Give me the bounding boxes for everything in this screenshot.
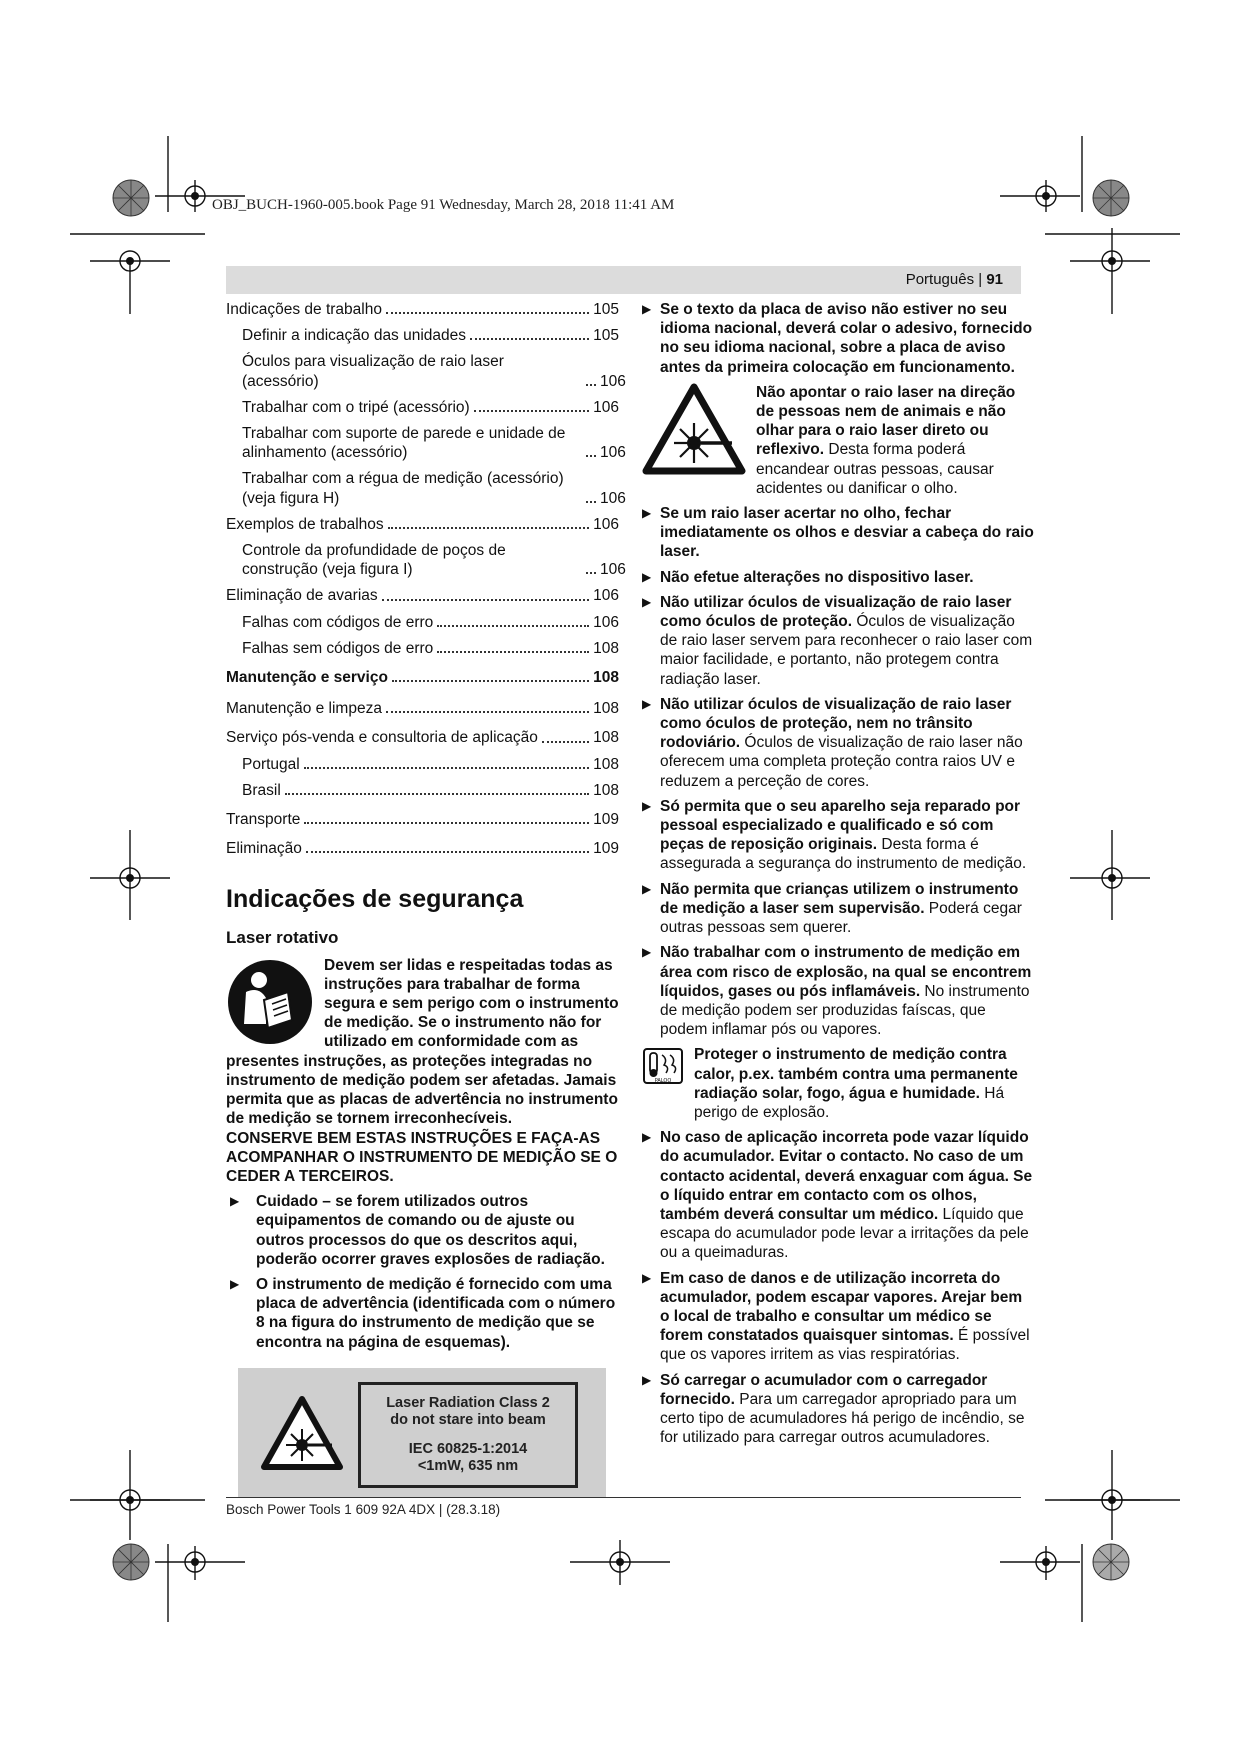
list-item <box>642 504 1034 562</box>
toc-page: 105 <box>593 327 619 345</box>
intro-paragraph <box>226 956 619 1186</box>
list-item <box>642 1371 1034 1448</box>
toc-page: 108 <box>593 755 619 773</box>
bullet-bold-text: Só permita que o seu aparelho seja reparado por pessoal especializado e qualificado e só com peças de reposição originais. <box>660 797 1021 854</box>
laser-class-label <box>358 1382 578 1488</box>
toc-label: Transporte <box>226 811 301 829</box>
bullet-bold-text: O instrumento de medição é fornecido com uma placa de advertência (identificada com o número 8 na figura do instrumento de medição que se encontra na página de esquemas). <box>256 1275 616 1351</box>
book-info-line: OBJ_BUCH-1960-005.book Page 91 Wednesday, March 28, 2018 11:41 AM <box>212 197 675 213</box>
toc-label: Falhas sem códigos de erro <box>242 639 434 657</box>
toc-dots <box>470 338 589 340</box>
toc-label: Trabalhar com o tripé (acessório) <box>242 398 470 416</box>
read-manual-icon <box>226 958 314 1046</box>
toc-dots <box>382 599 589 601</box>
toc-dots <box>386 312 589 314</box>
left-column <box>226 300 626 1498</box>
toc-dots <box>542 741 589 743</box>
right-bullets-a <box>642 504 1034 1039</box>
toc-label: Portugal <box>242 755 300 773</box>
heat-icon-label: PALOO <box>654 1078 672 1085</box>
toc-page: 106 <box>593 398 619 416</box>
toc-entry <box>226 639 619 658</box>
bullet-arrow-icon: ▶ <box>642 506 652 521</box>
laser-warning-bold: Não apontar o raio laser na direção de pessoas nem de animais e não olhar para o raio laser direto ou reflexivo. <box>756 383 1016 459</box>
bullet-bold-text: Não trabalhar com o instrumento de medição em área com risco de explosão, na qual se encontrem líquidos, gases ou pós inflamáveis. <box>660 944 1032 1000</box>
toc-label: Manutenção e limpeza <box>226 700 382 718</box>
toc-entry <box>226 668 619 687</box>
toc-dots <box>386 711 589 713</box>
toc-dots <box>586 501 596 503</box>
bullet-bold-text: Só carregar o acumulador com o carregador fornecido. <box>660 1371 988 1408</box>
bullet-bold-text: Se o texto da placa de aviso não estiver no seu idioma nacional, deverá colar o adesivo, fornecido no seu idioma nacional, sobre a placa de aviso antes da primeira colocação em funcionamento. <box>660 301 1033 376</box>
heat-warning-normal: Há perigo de explosão. <box>694 1084 1005 1121</box>
laser-hazard-icon <box>642 383 746 475</box>
toc-entry <box>226 699 619 718</box>
toc-label: Brasil <box>242 781 281 799</box>
left-bullets <box>226 1192 619 1352</box>
bullet-arrow-icon: ▶ <box>642 594 652 609</box>
toc-dots <box>474 410 589 412</box>
list-item <box>642 943 1034 1039</box>
bullet-arrow-icon: ▶ <box>642 696 652 711</box>
bullet-normal-text: Para um carregador apropriado para um certo tipo de acumuladores há perigo de incêndio, se for utilizado para carregar outros acumuladores. <box>660 1390 1025 1447</box>
list-item <box>642 797 1034 874</box>
toc-entry <box>226 515 619 534</box>
footer-text: Bosch Power Tools 1 609 92A 4DX | (28.3.18) <box>226 1502 501 1517</box>
toc-label: Indicações de trabalho <box>226 301 382 318</box>
bullet-normal-text: Óculos de visualização de raio laser servem para reconhecer o raio laser com maior facilidade, e portanto, não protegem contra radiação laser. <box>660 613 1033 688</box>
toc-entry <box>226 781 619 800</box>
bullet-bold-text: Cuidado – se forem utilizados outros equipamentos de comando ou de ajuste ou outros processos do que os descritos aqui, poderão ocorrer graves explosões de radiação. <box>256 1193 605 1268</box>
bullet-arrow-icon: ▶ <box>642 1130 652 1145</box>
plate-line-3: IEC 60825-1:2014 <box>408 1440 528 1457</box>
right-column <box>642 300 1034 1453</box>
toc-dots <box>586 572 596 574</box>
bullet-normal-text: No instrumento de medição podem ser produzidas faíscas, que podem inflamar pós ou vapores. <box>660 982 1030 1039</box>
toc-label: Controle da profundidade de poços de construção (veja figura I) <box>242 542 506 579</box>
list-item <box>642 300 1034 377</box>
bullet-arrow-icon: ▶ <box>642 1270 652 1285</box>
toc-page: 108 <box>593 729 619 747</box>
bullet-arrow-icon: ▶ <box>642 881 652 896</box>
bullet-arrow-icon: ▶ <box>642 945 652 960</box>
page-number: 91 <box>986 271 1003 288</box>
toc-entry <box>226 300 619 319</box>
bullet-bold-text: Não utilizar óculos de visualização de raio laser como óculos de proteção, nem no trânsito rodoviário. <box>660 695 1012 752</box>
toc-label: Trabalhar com a régua de medição (acessório) (veja figura H) <box>242 470 564 507</box>
plate-line-2: do not stare into beam <box>390 1411 546 1428</box>
bullet-normal-text: Óculos de visualização de raio laser não oferecem uma completa proteção contra raios UV e reduzem a perceção de cores. <box>660 734 1023 790</box>
list-item <box>642 1269 1034 1365</box>
bullet-bold-text: Não utilizar óculos de visualização de raio laser como óculos de proteção. <box>660 593 1012 631</box>
laser-warning-block <box>642 383 1034 498</box>
bullet-normal-text: Poderá cegar outras pessoas sem querer. <box>660 899 1022 937</box>
list-item <box>642 1128 1034 1262</box>
list-item <box>226 1192 619 1269</box>
toc-dots <box>392 680 589 682</box>
bullet-normal-text: Desta forma é assegurada a segurança do instrumento de medição. <box>660 836 1027 873</box>
toc-page: 109 <box>593 811 619 829</box>
bullet-normal-text: É possível que os vapores irritem as vias respiratórias. <box>660 1327 1030 1364</box>
toc-page: 105 <box>593 301 619 318</box>
intro-caps: CONSERVE BEM ESTAS INSTRUÇÕES E FAÇA-AS ACOMPANHAR O INSTRUMENTO DE MEDIÇÃO SE O CEDER A TERCEIROS. <box>226 1129 618 1185</box>
bullet-arrow-icon: ▶ <box>642 798 652 813</box>
list-item <box>226 1275 619 1352</box>
toc-label: Manutenção e serviço <box>226 669 388 687</box>
toc-dots <box>586 455 596 457</box>
header-separator: | <box>974 271 987 288</box>
toc-page: 106 <box>600 372 626 390</box>
heat-warning-block <box>642 1045 1034 1122</box>
plate-line-1: Laser Radiation Class 2 <box>386 1394 550 1411</box>
laser-warning-text <box>756 383 1034 498</box>
toc-label: Óculos para visualização de raio laser (acessório) <box>242 353 504 390</box>
right-bullets-b <box>642 1128 1034 1447</box>
toc-entry <box>226 352 626 390</box>
toc-page: 106 <box>593 613 619 631</box>
toc-page: 108 <box>593 669 619 687</box>
toc-page: 108 <box>593 781 619 799</box>
bullet-arrow-icon: ▶ <box>642 1372 652 1387</box>
bullet-arrow-icon: ▶ <box>230 1194 240 1209</box>
toc-entry <box>226 424 626 462</box>
toc-dots <box>306 851 589 853</box>
toc-dots <box>388 527 589 529</box>
toc-page: 109 <box>593 840 619 858</box>
toc-entry <box>226 326 619 345</box>
toc-label: Eliminação de avarias <box>226 587 378 605</box>
warning-plate <box>238 1368 606 1498</box>
toc-entry <box>226 613 619 632</box>
list-item <box>642 593 1034 689</box>
toc-entry <box>226 398 619 417</box>
toc-page: 108 <box>593 700 619 718</box>
table-of-contents <box>226 300 626 858</box>
toc-page: 106 <box>600 489 626 507</box>
toc-dots <box>437 651 589 653</box>
list-item <box>642 568 1034 587</box>
toc-entry <box>226 541 626 579</box>
bullet-arrow-icon: ▶ <box>642 302 652 316</box>
toc-entry <box>226 728 619 747</box>
heat-warning-text <box>694 1045 1034 1122</box>
toc-dots <box>304 767 589 769</box>
toc-dots <box>586 384 596 386</box>
laser-warning-icon <box>260 1395 344 1471</box>
bullet-arrow-icon: ▶ <box>230 1276 240 1291</box>
footer-divider <box>226 1497 1021 1498</box>
toc-entry <box>226 810 619 829</box>
bullet-bold-text: Não permita que crianças utilizem o instrumento de medição a laser sem supervisão. <box>660 880 1019 917</box>
toc-entry <box>226 586 619 605</box>
toc-label: Trabalhar com suporte de parede e unidade de alinhamento (acessório) <box>242 425 566 462</box>
toc-label: Definir a indicação das unidades <box>242 327 467 345</box>
toc-page: 106 <box>593 515 619 533</box>
toc-label: Eliminação <box>226 840 302 858</box>
toc-page: 106 <box>600 444 626 462</box>
toc-dots <box>437 625 589 627</box>
toc-dots <box>304 822 589 824</box>
heat-warning-bold: Proteger o instrumento de medição contra calor, p.ex. também contra uma permanente radiação solar, fogo, água e humidade. <box>694 1046 1018 1102</box>
bullet-arrow-icon: ▶ <box>642 569 652 584</box>
toc-label: Falhas com códigos de erro <box>242 613 434 631</box>
subsection-title: Laser rotativo <box>226 928 339 948</box>
intro-text: Devem ser lidas e respeitadas todas as instruções para trabalhar de forma segura e sem perigo com o instrumento de medição. Se o instrumento não for utilizado em conformidade com as presentes instruções, as proteções integradas no instrumento de medição podem ser afetadas. Jamais permita que as placas de advertência no instrumento de medição se tornem irreconhecíveis. <box>226 956 619 1128</box>
toc-entry <box>226 469 626 507</box>
toc-page: 106 <box>593 587 619 605</box>
toc-label: Exemplos de trabalhos <box>226 515 384 533</box>
list-item <box>642 695 1034 791</box>
page-header-bar <box>226 266 1021 294</box>
bullet-normal-text: Líquido que escapa do acumulador pode levar a irritações da pele ou a queimaduras. <box>660 1205 1029 1262</box>
heat-protection-icon <box>642 1047 684 1087</box>
bullet-bold-text: Não efetue alterações no dispositivo laser. <box>660 568 974 586</box>
section-title: Indicações de segurança <box>226 885 524 914</box>
toc-dots <box>285 793 589 795</box>
laser-warning-normal: Desta forma poderá encandear outras pessoas, causar acidentes ou danificar o olho. <box>756 441 994 497</box>
header-language: Português <box>905 271 975 288</box>
bullet-bold-text: Em caso de danos e de utilização incorreta do acumulador, podem escapar vapores. Arejar bem o local de trabalho e consultar um médico se forem constatados quaisquer sintomas. <box>660 1269 1023 1345</box>
toc-page: 106 <box>600 561 626 579</box>
page-header <box>906 271 1003 288</box>
plate-line-4: <1mW, 635 nm <box>417 1457 519 1474</box>
toc-label: Serviço pós-venda e consultoria de aplicação <box>226 729 538 747</box>
toc-entry <box>226 839 619 858</box>
toc-page: 108 <box>593 639 619 657</box>
bullet-bold-text: Se um raio laser acertar no olho, fechar imediatamente os olhos e desviar a cabeça do raio laser. <box>660 505 1034 561</box>
toc-entry <box>226 755 619 774</box>
bullet-bold-text: No caso de aplicação incorreta pode vazar líquido do acumulador. Evitar o contacto. No caso de um contacto acidental, deverá enxaguar com água. Se o líquido entrar em contacto com os olhos, também deverá consultar um médico. <box>660 1129 1033 1223</box>
list-item <box>642 880 1034 938</box>
